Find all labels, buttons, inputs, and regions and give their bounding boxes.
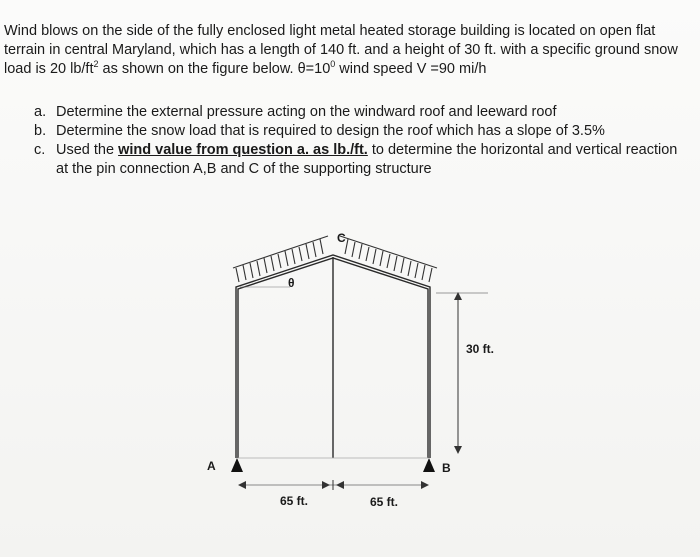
frame-diagram: [0, 200, 700, 557]
intro-text-1: Wind blows on the side of the fully enclosed light metal heated storage building is located on open flat terrain in central Maryland, which has a length of 140 ft. and a height of 30 ft. with a specific ground snow load is 20 lb/ft: [4, 23, 678, 77]
pin-support-b-icon: [423, 458, 435, 472]
question-b: [34, 122, 684, 141]
label-a: A: [207, 459, 216, 473]
intro-superscript: 2: [93, 59, 99, 70]
height-label: 30 ft.: [466, 342, 495, 356]
question-b-letter: b.: [34, 123, 47, 139]
span-left-label: 65 ft.: [280, 494, 309, 508]
question-c-text: Used the wind value from question a. as lb./ft. to determine the horizontal and vertical reaction at the pin connection A,B and C of the supporting structure: [56, 142, 678, 177]
question-list: [34, 103, 684, 179]
height-dimension: [436, 292, 488, 454]
intro-text-2: as shown on the figure below. θ=10: [98, 61, 331, 77]
span-right-label: 65 ft.: [370, 495, 399, 509]
problem-statement: [4, 22, 694, 79]
question-a-text: Determine the external pressure acting on the windward roof and leeward roof: [56, 104, 557, 120]
question-c: [34, 141, 684, 179]
theta-label: θ: [288, 276, 295, 290]
pin-support-a-icon: [231, 458, 243, 472]
leeward-roof-load: [340, 236, 437, 282]
question-c-letter: c.: [34, 142, 46, 158]
intro-degree: 0: [330, 59, 336, 70]
question-a: [34, 103, 684, 122]
intro-text-3: wind speed V =90 mi/h: [335, 61, 487, 77]
span-dimension: [238, 480, 429, 490]
question-c-underlined: wind value from question a. as lb./ft.: [118, 142, 368, 158]
question-a-letter: a.: [34, 104, 47, 120]
label-c: C: [337, 231, 346, 245]
frame-members: [236, 255, 430, 458]
label-b: B: [442, 461, 451, 475]
question-b-text: Determine the snow load that is required to design the roof which has a slope of 3.5%: [56, 123, 605, 139]
frame-svg: [0, 200, 700, 557]
